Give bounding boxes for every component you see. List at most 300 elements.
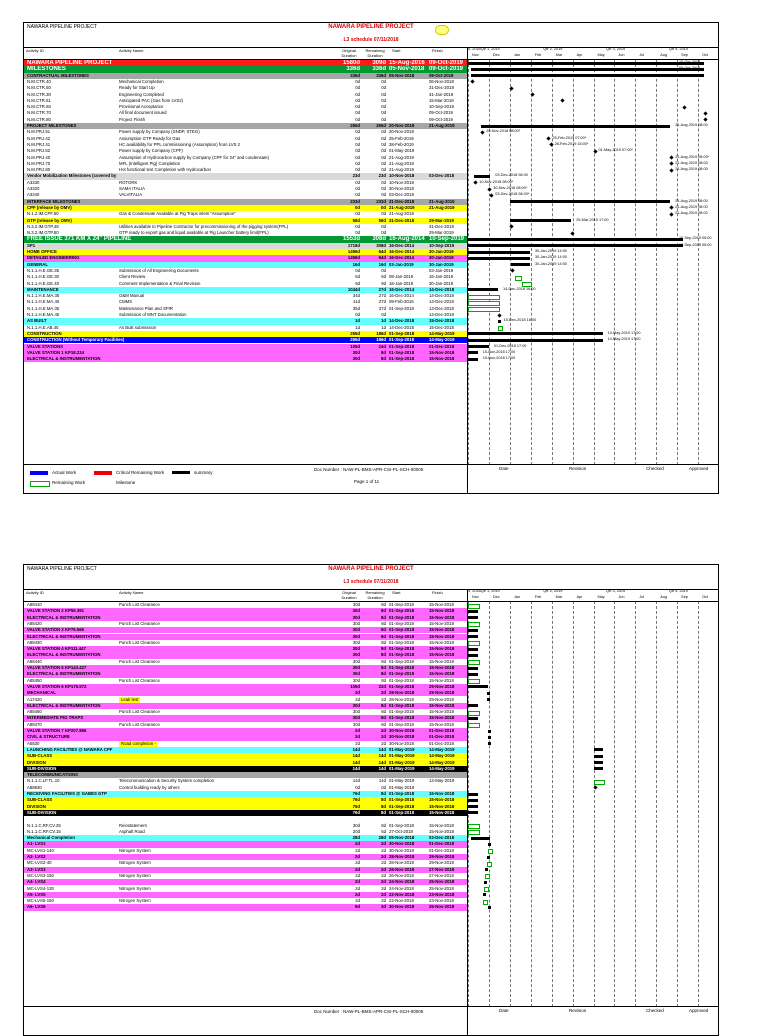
- rem-duration: 2d: [380, 854, 386, 859]
- start-date: 01-May-2019: [389, 778, 415, 784]
- rem-duration: 0d: [381, 135, 386, 141]
- summary-bar: [468, 238, 683, 241]
- activity-id: VALVE STATION 7 KP207.856: [27, 728, 87, 733]
- orig-duration: 0d: [355, 91, 360, 97]
- orig-duration: 265d: [350, 123, 360, 128]
- rem-duration: 2d: [380, 841, 386, 847]
- summary-bar: [468, 351, 478, 354]
- start-date: 31-Dec-2018: [389, 217, 415, 223]
- orig-duration: 0d: [355, 179, 360, 185]
- rem-duration: 0d: [381, 160, 386, 166]
- gantt-date-label: 10-Sep-2019 05:00: [679, 236, 712, 241]
- summary-bar: [468, 793, 478, 796]
- summary-bar: [468, 667, 478, 670]
- activity-id: A88830: [27, 784, 42, 790]
- orig-duration: 30d: [352, 671, 360, 677]
- activity-id: N.3.2.IM.GTP.50: [27, 230, 59, 236]
- summary-bar: [594, 755, 603, 758]
- activity-name: Nitrogen System: [119, 872, 151, 878]
- rem-duration: 8d: [381, 721, 386, 727]
- summary-bar: [594, 767, 603, 770]
- activity-bar: [488, 849, 493, 854]
- month-label: Jul: [639, 53, 645, 57]
- activity-id: ELECTRICAL & INSTRUMENTATION: [27, 633, 101, 639]
- month-gridline: [635, 59, 636, 465]
- activity-name: Punch List Clearance: [119, 620, 160, 626]
- finish-date: 01-Dec-2018: [429, 728, 455, 733]
- legend-remaining: Remaining Work: [52, 480, 86, 485]
- col-activity-id: Activity ID: [26, 590, 44, 595]
- quarter-label: Qtr 1, 2019: [480, 589, 500, 593]
- rem-duration: 308d: [376, 242, 386, 248]
- activity-name: Project Finish: [119, 116, 146, 122]
- month-label: Sep: [681, 595, 688, 599]
- orig-duration: 0d: [355, 211, 360, 217]
- activity-name: Client Review: [119, 274, 146, 280]
- month-gridline: [510, 601, 511, 1007]
- finish-date: 25-Nov-2018: [429, 879, 455, 885]
- orig-duration: 1553d: [342, 236, 360, 243]
- activity-id: VALVE STATION 6 KP175.572: [27, 683, 87, 689]
- gantt-date-label: 20-Nov-2018 08:00*: [486, 129, 521, 134]
- finish-date: 15-Nov-2018: [429, 715, 455, 721]
- orig-duration: 30d: [352, 646, 360, 652]
- page-header: [24, 23, 718, 48]
- activity-id: N.M.PRJ.80: [27, 167, 51, 173]
- orig-duration: 76d: [352, 809, 360, 815]
- col-finish: Finish: [432, 590, 443, 595]
- start-date: 01-Sep-2018: [389, 665, 415, 670]
- schedule-date: L3 schedule 07/11/2018: [343, 37, 399, 43]
- gantt-date-label: 28-Feb-2019 15:00*: [554, 141, 589, 146]
- rem-duration: 0d: [381, 148, 386, 154]
- activity-name: Punch List Clearance: [119, 658, 160, 664]
- start-date: 30-Nov-2018: [389, 728, 415, 733]
- footer-checked: Checked: [646, 466, 664, 471]
- orig-duration: 30d: [352, 665, 360, 670]
- quarter-label: Qtr 2, 2019: [543, 47, 563, 51]
- start-date: 01-Sep-2018: [389, 652, 415, 658]
- gantt-date-label: 30-Jan-2019 14:00: [535, 261, 567, 266]
- finish-date: 29-Nov-2018: [429, 690, 455, 696]
- summary-bar: [488, 906, 491, 909]
- activity-id: A1- LVS1: [27, 841, 46, 847]
- finish-date: 14-Dec-2018: [429, 293, 454, 299]
- activity-name: Punch List Clearance: [119, 602, 160, 607]
- summary-bar: [510, 219, 571, 222]
- orig-duration: 35d: [352, 305, 360, 311]
- milestone-marker: [670, 162, 674, 166]
- month-label: Feb: [534, 595, 542, 599]
- schedule-page-1: [23, 22, 719, 494]
- orig-duration: 76d: [352, 791, 360, 796]
- rem-duration: 8d: [380, 671, 386, 677]
- finish-date: 09-Oct-2019: [429, 110, 453, 116]
- activity-name: Provisional Acceptance: [119, 104, 164, 110]
- footer-date: Date: [499, 1008, 509, 1013]
- finish-date: 27-Nov-2018: [429, 872, 454, 878]
- doc-number: Doc Number : NAW-PL-BMS-APR-CSI-PL-SCH-00005: [314, 467, 424, 472]
- activity-id: N.M.PRJ.52: [27, 148, 51, 154]
- month-label: Mar: [555, 595, 563, 599]
- table-row: [24, 904, 467, 910]
- footer-checked: Checked: [646, 1008, 664, 1013]
- gantt-date-label: 14-May-2019 17:00: [607, 337, 641, 342]
- finish-date: 01-Dec-2018: [429, 734, 455, 740]
- start-date: 16-Dec-2014: [389, 286, 415, 292]
- activity-id: A5830: [27, 740, 40, 746]
- start-date: 01-Sep-2018: [389, 791, 415, 796]
- orig-duration: 2d: [354, 690, 360, 696]
- orig-duration: 30d: [352, 715, 360, 721]
- activity-name: Punch List Clearance: [119, 721, 160, 727]
- start-date: 26-Nov-2018: [389, 866, 415, 872]
- summary-bar: [468, 629, 478, 632]
- summary-bar: [468, 358, 478, 361]
- rem-duration: 2d: [381, 872, 386, 878]
- activity-bar: [485, 874, 490, 879]
- finish-date: 29-Nov-2018: [429, 683, 455, 689]
- footer-date: Date: [499, 466, 509, 471]
- activity-id: ELECTRICAL & INSTRUMENTATION: [27, 702, 101, 708]
- finish-date: 01-Dec-2018: [429, 841, 455, 847]
- rem-duration: 0d: [381, 267, 386, 273]
- rem-duration: 0d: [381, 211, 386, 217]
- activity-id: N.M.PRJ.51: [27, 129, 51, 135]
- summary-bar: [487, 692, 490, 695]
- activity-id: VALVE STATION 5 KP143.427: [27, 665, 87, 670]
- activity-id: N.1.1.H.E.MA.35: [27, 305, 60, 311]
- activity-id: N.M.CTR.50: [27, 85, 51, 91]
- activity-id: N.M.CTR.30: [27, 91, 51, 97]
- activity-id: MC-LVS5-150: [27, 898, 54, 904]
- orig-duration: 30d: [352, 709, 360, 715]
- rem-duration: 2d: [381, 860, 386, 866]
- activity-id: HOME OFFICE: [27, 249, 57, 254]
- milestone-marker: [511, 269, 515, 273]
- page-footer: [24, 1006, 718, 1035]
- summary-bar: [488, 742, 491, 745]
- activity-id: N.1.1.H.E.MA.45: [27, 312, 60, 317]
- project-label: NAWARA PIPELINE PROJECT: [27, 24, 97, 30]
- summary-bar: [594, 748, 603, 751]
- finish-date: 21-Aug-2019: [429, 204, 455, 210]
- finish-date: 21-Aug-2019: [429, 123, 455, 128]
- activity-id: CONSTRUCTION: [27, 330, 62, 336]
- rem-duration: 0d: [381, 110, 386, 116]
- orig-duration: 28d: [352, 835, 360, 841]
- start-date: 01-Sep-2018: [389, 702, 415, 708]
- summary-bar: [468, 616, 478, 619]
- activity-name: Gas & Condensate Available at Pig Traps inlets "Assumption": [119, 211, 236, 217]
- finish-date: 09-Oct-2019: [429, 60, 464, 66]
- summary-bar: [468, 251, 530, 254]
- finish-date: 15-Nov-2018: [429, 828, 454, 834]
- gantt-date-label: 03-Dec-2018 08:00: [495, 173, 528, 178]
- finish-date: 30-Jan-2019: [429, 280, 454, 286]
- summary-bar: [468, 244, 683, 247]
- activity-id: VALVE STATION 3 KP76.566: [27, 627, 84, 633]
- summary-swatch: [172, 471, 190, 474]
- start-date: 01-Sep-2018: [389, 646, 415, 652]
- activity-bar: [487, 862, 492, 867]
- milestone-marker: [683, 105, 687, 109]
- orig-duration: 0d: [355, 160, 360, 166]
- start-date: 01-Sep-2018: [389, 602, 414, 607]
- summary-bar: [487, 856, 490, 859]
- gantt-date-label: 29-Mar-2019 17:00: [576, 217, 609, 222]
- orig-duration: 0d: [355, 85, 360, 91]
- activity-name: O&M Manual: [119, 293, 145, 299]
- activity-name: Road completion -: [121, 740, 156, 746]
- start-date: 01-Sep-2018: [389, 715, 415, 721]
- legend-critical: Critical Remaining Work: [116, 470, 165, 475]
- start-date: 01-May-2019: [389, 148, 415, 154]
- activity-name: Submission of All Engineering Documents: [119, 267, 199, 273]
- summary-bar: [468, 610, 478, 613]
- activity-id: A2- LVS2: [27, 854, 46, 859]
- rem-duration: 0d: [381, 141, 386, 147]
- month-label: Mar: [555, 53, 563, 57]
- activity-bar: [468, 622, 480, 627]
- activity-id: N.1.1.H.E.MA.40: [27, 299, 60, 305]
- rem-duration: 1d: [380, 318, 386, 324]
- finish-date: 25-Nov-2018: [429, 885, 454, 891]
- start-date: 30-Nov-2018: [389, 847, 414, 853]
- orig-duration: 9d: [354, 904, 360, 910]
- orig-duration: 0d: [355, 141, 360, 147]
- activity-name: As Built submission: [119, 324, 157, 330]
- activity-name: Reinstatement: [119, 822, 147, 828]
- finish-date: 15-Nov-2018: [429, 677, 454, 683]
- quarter-label: Qtr 3, 2019: [606, 47, 626, 51]
- orig-duration: 2d: [355, 872, 360, 878]
- quarter-label: Qtr 1, 2019: [480, 47, 500, 51]
- orig-duration: 2d: [355, 740, 360, 746]
- rem-duration: 2d: [380, 866, 386, 872]
- gantt-date-label: 25-Feb-2019 07:00*: [552, 135, 587, 140]
- summary-bar: [468, 345, 489, 348]
- month-label: Apr: [576, 53, 583, 57]
- finish-date: 15-Nov-2018: [429, 822, 454, 828]
- month-gridline: [531, 601, 532, 1007]
- rem-duration: 8d: [380, 791, 386, 796]
- rem-duration: 8d: [380, 715, 386, 721]
- gantt-date-label: 21-Aug-2019 08:00: [675, 198, 708, 203]
- summary-bar: [485, 868, 488, 871]
- start-date: 30-Nov-2018: [389, 186, 414, 191]
- col-activity-name: Activity Name: [119, 48, 144, 53]
- orig-duration: 30d: [352, 721, 360, 727]
- start-date: 01-May-2019: [389, 746, 415, 752]
- orig-duration: 23d: [352, 173, 360, 179]
- orig-duration: 6d: [355, 274, 360, 280]
- orig-duration: 30d: [352, 652, 360, 658]
- rem-duration: 8d: [381, 620, 386, 626]
- activity-name: ROTORK: [119, 179, 138, 185]
- orig-duration: 9d: [355, 280, 360, 286]
- finish-date: 15-Nov-2018: [429, 658, 454, 664]
- month-label: Feb: [534, 53, 542, 57]
- activity-id: MILESTONES: [27, 66, 66, 73]
- orig-duration: 0d: [355, 154, 360, 160]
- start-date: 28-Nov-2018: [389, 854, 415, 859]
- rem-duration: 8d: [380, 702, 386, 708]
- finish-date: 15-Dec-2018: [429, 324, 454, 330]
- orig-duration: 255d: [350, 330, 360, 336]
- activity-bar: [468, 307, 500, 312]
- activity-id: N.1.1.H.E.GE.35: [27, 267, 60, 273]
- finish-date: 15-Nov-2018: [429, 639, 454, 645]
- activity-name: Ready for Start Up: [119, 85, 155, 91]
- activity-id: N.1.1.H.E.GE.30: [27, 274, 60, 280]
- finish-date: 15-Nov-2018: [429, 602, 454, 607]
- gantt-date-label: 14-May-2019 17:00: [607, 330, 641, 335]
- activity-id: FREE ISSUE 371 KM X 24" PIPELINE: [27, 236, 132, 243]
- finish-date: 15-Nov-2018: [429, 633, 455, 639]
- activity-id: LAUNCHING FACILITIES @ NAWARA CPF: [27, 746, 113, 752]
- orig-duration: 30d: [352, 639, 360, 645]
- finish-date: 15-Nov-2018: [429, 709, 454, 715]
- orig-duration: 58d: [352, 217, 360, 223]
- orig-duration: 2d: [355, 885, 360, 891]
- orig-duration: 0d: [355, 116, 360, 122]
- rem-duration: 2d: [381, 847, 386, 853]
- orig-duration: 233d: [350, 198, 360, 204]
- start-date: 05-Nov-2018: [389, 835, 415, 841]
- orig-duration: 30d: [352, 349, 360, 355]
- finish-date: 21-Aug-2019: [429, 198, 455, 204]
- orig-duration: 336d: [346, 66, 360, 73]
- month-label: Sep: [681, 53, 688, 57]
- milestone-marker: [703, 118, 707, 122]
- rem-duration: 28d: [378, 835, 386, 841]
- orig-duration: 14d: [352, 746, 360, 752]
- milestone-marker: [571, 231, 575, 235]
- activity-id: CONSTRUCTION (Without Temporary Facilities): [27, 337, 125, 343]
- activity-id: MECHANICAL: [27, 690, 56, 696]
- rem-duration: 0d: [381, 116, 386, 122]
- activity-name: Mechanical Completion: [119, 78, 164, 84]
- month-gridline: [510, 59, 511, 465]
- activity-id: TELECOMMUNICATIONS: [27, 772, 79, 778]
- start-date: 01-Sep-2018: [389, 337, 415, 343]
- activity-name: Submission of MNT Documentation: [119, 312, 187, 317]
- start-date: 01-May-2019: [389, 765, 415, 771]
- col-rem-dur: Remaining Duration: [365, 590, 385, 600]
- rem-duration: 0d: [381, 104, 386, 110]
- rem-duration: 1d: [381, 324, 386, 330]
- rem-duration: 265d: [376, 123, 386, 128]
- activity-id: VALVE STATION 1 KP18.234: [27, 349, 84, 355]
- orig-duration: 14d: [352, 759, 360, 765]
- activity-bar: [468, 824, 480, 829]
- finish-date: 15-Dec-2018: [429, 318, 455, 324]
- orig-duration: 0d: [355, 312, 360, 317]
- activity-id: A3340: [27, 192, 40, 198]
- gantt-date-label: 10-Nov-2018 08:00*: [479, 179, 514, 184]
- remaining-work-swatch: [30, 481, 50, 487]
- activity-name: Power supply by Company (SNDP, STEG): [119, 129, 200, 135]
- start-date: 16-Aug-2014: [389, 236, 425, 243]
- start-date: 21-Aug-2019: [389, 160, 414, 166]
- quarter-label: Qtr 4, 2019: [668, 47, 688, 51]
- start-date: 14-Dec-2018: [389, 318, 415, 324]
- orig-duration: 0d: [355, 784, 360, 790]
- activity-bar: [468, 711, 480, 716]
- activity-bar: [468, 301, 500, 306]
- summary-bar: [468, 811, 478, 814]
- start-date: 03-Jan-2019: [389, 261, 414, 267]
- revision-cloud-icon: [435, 25, 449, 35]
- month-gridline: [594, 601, 595, 1007]
- orig-duration: 2d: [355, 696, 360, 702]
- milestone-marker: [670, 212, 674, 216]
- quarter-label: Qtr 3, 2019: [606, 589, 626, 593]
- month-label: Jan: [513, 53, 520, 57]
- finish-date: 29-Nov-2018: [429, 696, 454, 702]
- milestone-marker: [703, 111, 707, 115]
- activity-name: Engineering Completed: [119, 91, 164, 97]
- activity-id: VALVE STATIONS: [27, 343, 63, 349]
- quarter-label: 4, 2018: [468, 589, 481, 593]
- month-label: Jun: [618, 53, 625, 57]
- month-label: May: [597, 595, 605, 599]
- activity-name: MFL (Intelligent Pig) Completion: [119, 160, 181, 166]
- rem-duration: 0d: [380, 204, 386, 210]
- activity-name: Nitrogen System: [119, 898, 151, 904]
- activity-id: SP1: [27, 242, 36, 248]
- activity-bar: [468, 295, 500, 300]
- activity-name: SAMA ITALIA: [119, 186, 145, 191]
- milestone-marker: [670, 155, 674, 159]
- month-gridline: [677, 59, 678, 465]
- summary-bar: [468, 717, 478, 720]
- start-date: 21-Aug-2019: [389, 167, 414, 173]
- orig-duration: 30d: [352, 614, 360, 620]
- orig-duration: 2d: [354, 734, 360, 740]
- legend-summary: summary: [194, 470, 213, 475]
- start-date: 14-Dec-2018: [389, 324, 414, 330]
- start-date: 01-Sep-2018: [389, 658, 414, 664]
- finish-date: 23-Nov-2018: [429, 898, 454, 904]
- rem-duration: 16d: [378, 261, 386, 267]
- rem-duration: 2d: [381, 696, 386, 702]
- project-label: NAWARA PIPELINE PROJECT: [27, 566, 97, 572]
- orig-duration: 14d: [352, 778, 360, 784]
- finish-date: 14-Dec-2018: [429, 299, 454, 305]
- activity-id: VALVE STATION 4 KP111.447: [27, 646, 86, 652]
- start-date: 01-Sep-2018: [389, 797, 415, 803]
- rem-duration: 27d: [378, 286, 386, 292]
- activity-id: MC-LVS4-130: [27, 885, 54, 891]
- summary-bar: [471, 74, 704, 77]
- milestone-marker: [547, 136, 551, 140]
- rem-duration: 14d: [378, 765, 386, 771]
- rem-duration: 2d: [381, 885, 386, 891]
- milestone-marker: [561, 99, 565, 103]
- orig-duration: 14d: [352, 765, 360, 771]
- rem-duration: 0d: [381, 186, 386, 191]
- rem-duration: 8d: [381, 822, 386, 828]
- start-date: 30-Nov-2018: [389, 734, 415, 740]
- start-date: 16-Dec-2014: [389, 255, 415, 261]
- start-date: 08-Jan-2019: [389, 274, 414, 280]
- finish-date: 09-Oct-2019: [429, 116, 453, 122]
- activity-name: Anticipated PAC (Gas from LVS2): [119, 97, 184, 103]
- gantt-date-label: 03-Dec-2018 08:00*: [495, 192, 530, 197]
- gantt-date-label: 21-Aug-2019 08:00: [675, 167, 708, 172]
